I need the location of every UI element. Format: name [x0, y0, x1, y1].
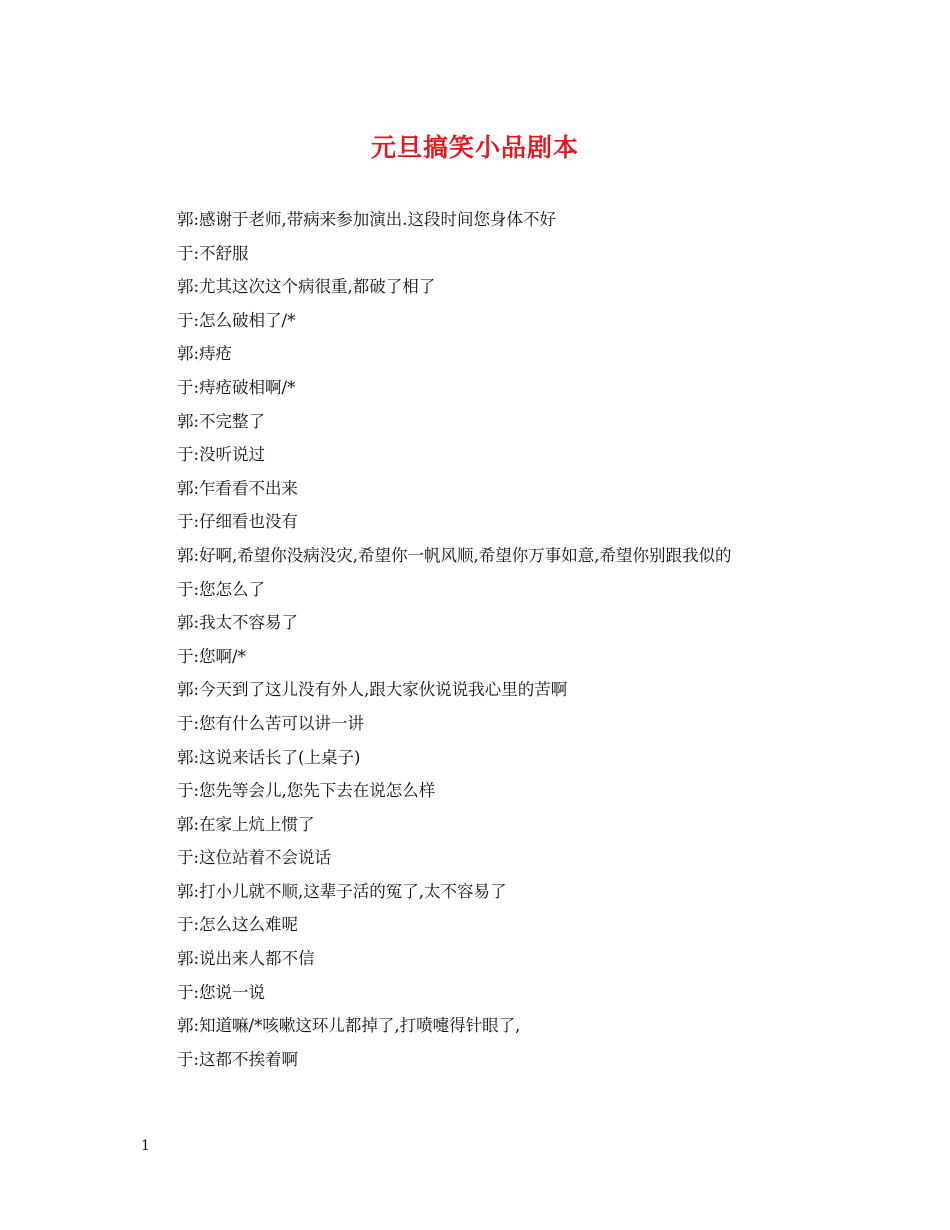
dialogue-line: 郭:打小儿就不顺,这辈子活的冤了,太不容易了 [177, 881, 507, 901]
dialogue-line: 郭:不完整了 [177, 411, 266, 431]
dialogue-line: 郭:这说来话长了(上桌子) [177, 747, 361, 767]
dialogue-line: 郭:我太不容易了 [177, 613, 299, 633]
dialogue-line: 郭:说出来人都不信 [177, 949, 315, 969]
dialogue-line: 郭:好啊,希望你没病没灾,希望你一帆风顺,希望你万事如意,希望你别跟我似的 [177, 545, 732, 565]
script-dialogue [141, 203, 821, 1076]
dialogue-line: 郭:痔疮 [177, 344, 233, 364]
dialogue-line: 于:怎么这么难呢 [177, 915, 299, 935]
dialogue-line: 郭:乍看看不出来 [177, 478, 299, 498]
dialogue-line: 于:这都不挨着啊 [177, 1049, 299, 1069]
dialogue-line: 于:痔疮破相啊/* [177, 377, 296, 397]
dialogue-line: 于:您说一说 [177, 982, 266, 1002]
dialogue-line: 于:您有什么苦可以讲一讲 [177, 713, 365, 733]
dialogue-line: 于:仔细看也没有 [177, 512, 299, 532]
dialogue-line: 郭:尤其这次这个病很重,都破了相了 [177, 277, 436, 297]
dialogue-line: 于:这位站着不会说话 [177, 848, 332, 868]
dialogue-line: 郭:感谢于老师,带病来参加演出.这段时间您身体不好 [177, 210, 557, 229]
dialogue-line: 于:您啊/* [177, 646, 246, 666]
dialogue-line: 于:您怎么了 [177, 579, 266, 599]
dialogue-line: 于:您先等会儿,您先下去在说怎么样 [177, 781, 436, 801]
dialogue-line: 郭:知道嘛/*咳嗽这环儿都掉了,打喷嚏得针眼了, [177, 1016, 521, 1036]
dialogue-line: 于:怎么破相了/* [177, 310, 296, 330]
dialogue-line: 郭:今天到了这儿没有外人,跟大家伙说说我心里的苦啊 [177, 680, 568, 700]
page-number: 1 [141, 1138, 150, 1154]
dialogue-line: 于:不舒服 [177, 243, 249, 263]
dialogue-line: 于:没听说过 [177, 445, 266, 465]
dialogue-line: 郭:在家上炕上惯了 [177, 814, 315, 834]
document-title: 元旦搞笑小品剧本 [370, 133, 579, 162]
